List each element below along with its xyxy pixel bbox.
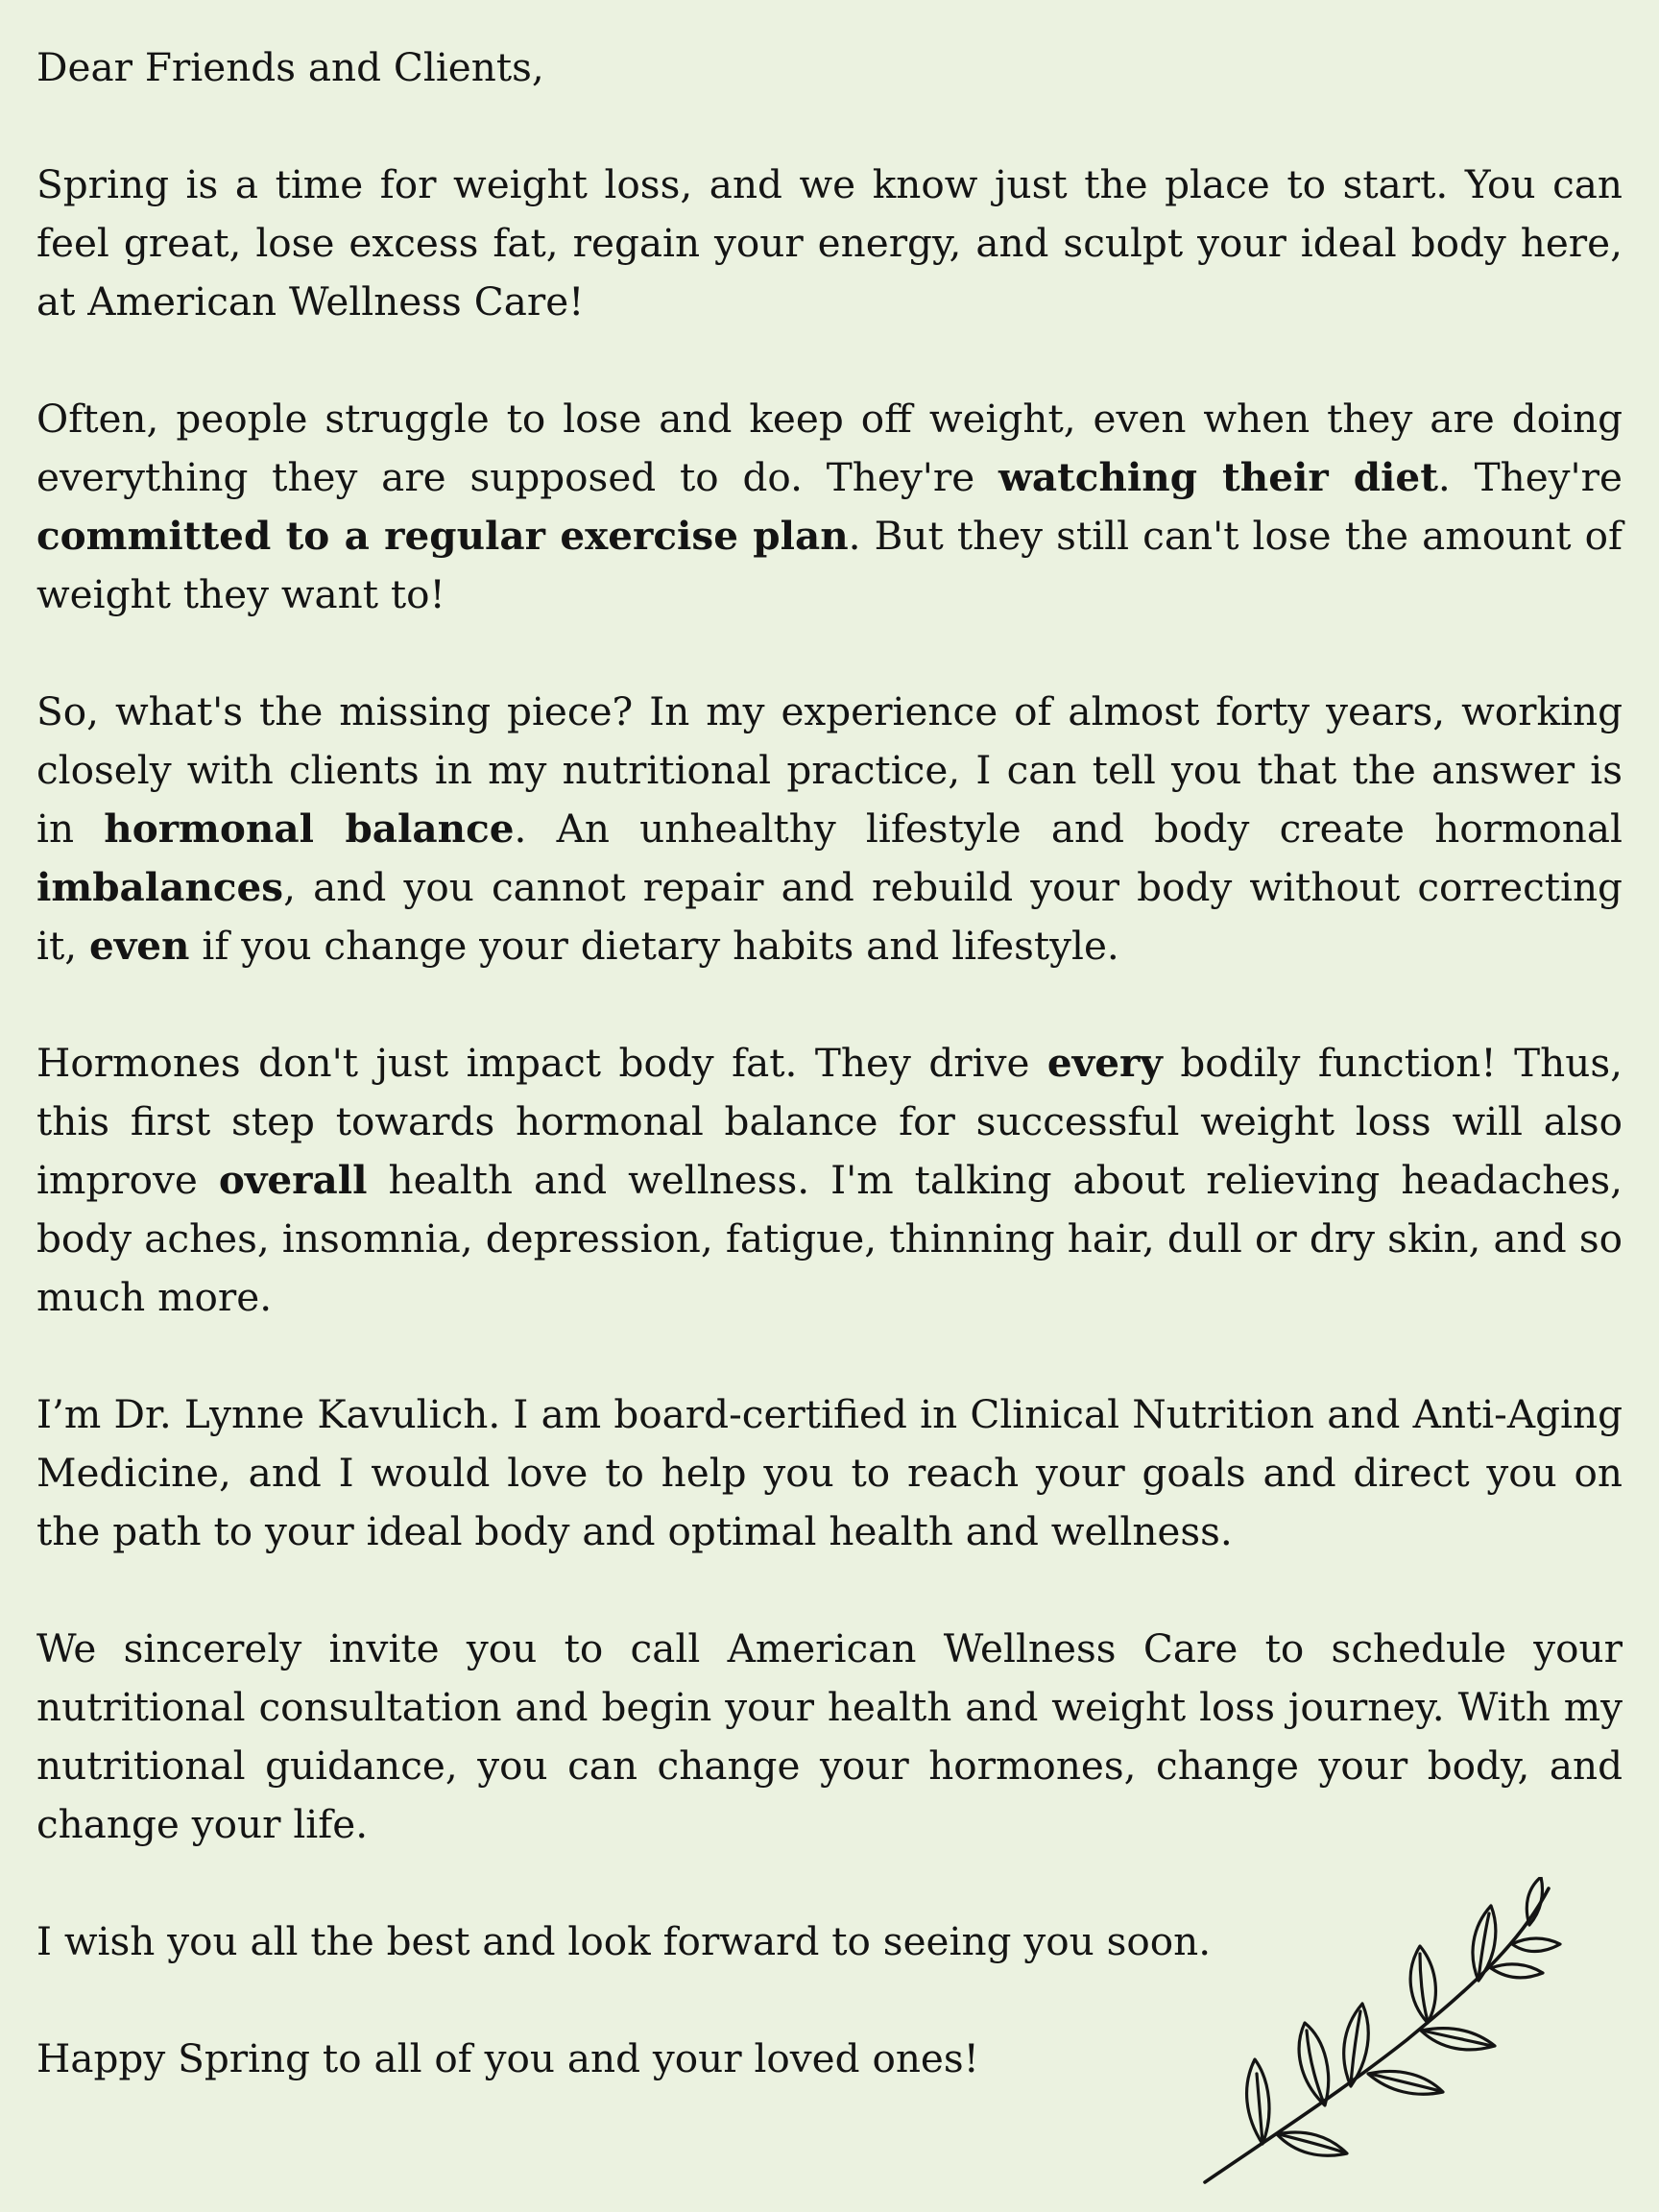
paragraph-missing-piece <box>36 683 1623 975</box>
text-segment: . An unhealthy lifestyle and body create hormonal <box>514 805 1623 852</box>
text-segment: We sincerely invite you to call American Wellness Care to schedule your nutritional consultation and begin your health and weight loss journey. With my nutritional guidance, you can change your hormones, change your body, and change your life. <box>36 1625 1623 1847</box>
text-segment: . They're <box>1437 454 1623 500</box>
closing-wish: I wish you all the best and look forward to seeing you soon. <box>36 1918 1212 1964</box>
text-segment: , and you cannot repair and rebuild your body without correcting it, <box>36 864 1623 969</box>
text-segment: . But they still can't lose the amount of weight they want to! <box>36 513 1623 617</box>
emphasis-watching-their-diet: watching their diet <box>998 454 1438 500</box>
salutation: Dear Friends and Clients, <box>36 44 544 90</box>
text-segment: Often, people struggle to lose and keep off weight, even when they are doing everything they are supposed to do. They're <box>36 396 1623 500</box>
text-segment: So, what's the missing piece? In my experience of almost forty years, working closely with clients in my nutritional practice, I can tell you that the answer is in <box>36 688 1623 852</box>
closing-greeting: Happy Spring to all of you and your loved ones! <box>36 2035 979 2081</box>
emphasis-even: even <box>88 923 190 969</box>
emphasis-hormonal-balance: hormonal balance <box>104 805 515 852</box>
text-segment: Spring is a time for weight loss, and we know just the place to start. You can feel great, lose excess fat, regain your energy, and sculpt your ideal body here, at American Wellness Care! <box>36 161 1623 325</box>
text-segment: health and wellness. I'm talking about relieving headaches, body aches, insomnia, depression, fatigue, thinning hair, dull or dry skin, and so much more. <box>36 1157 1623 1320</box>
paragraph-struggle <box>36 390 1623 624</box>
emphasis-every: every <box>1046 1040 1163 1086</box>
text-segment: bodily function! Thus, this first step towards hormonal balance for successful weight loss will also improve <box>36 1040 1623 1203</box>
paragraph-spring-intro <box>36 156 1623 331</box>
text-segment: Hormones don't just impact body fat. They drive <box>36 1040 1047 1086</box>
paragraph-invitation <box>36 1620 1623 1854</box>
emphasis-imbalances: imbalances <box>36 864 284 910</box>
paragraph-introduction <box>36 1385 1623 1561</box>
letter-body <box>36 38 1623 2147</box>
paragraph-hormones <box>36 1034 1623 1327</box>
text-segment: if you change your dietary habits and lifestyle. <box>189 923 1119 969</box>
leaf-sprig-icon <box>1186 1877 1589 2194</box>
emphasis-exercise-plan: committed to a regular exercise plan <box>36 513 849 559</box>
text-segment: I’m Dr. Lynne Kavulich. I am board-certified in Clinical Nutrition and Anti-Aging Medicine, and I would love to help you to reach your goals and direct you on the path to your ideal body and optimal health and wellness. <box>36 1391 1623 1554</box>
emphasis-overall: overall <box>218 1157 368 1203</box>
